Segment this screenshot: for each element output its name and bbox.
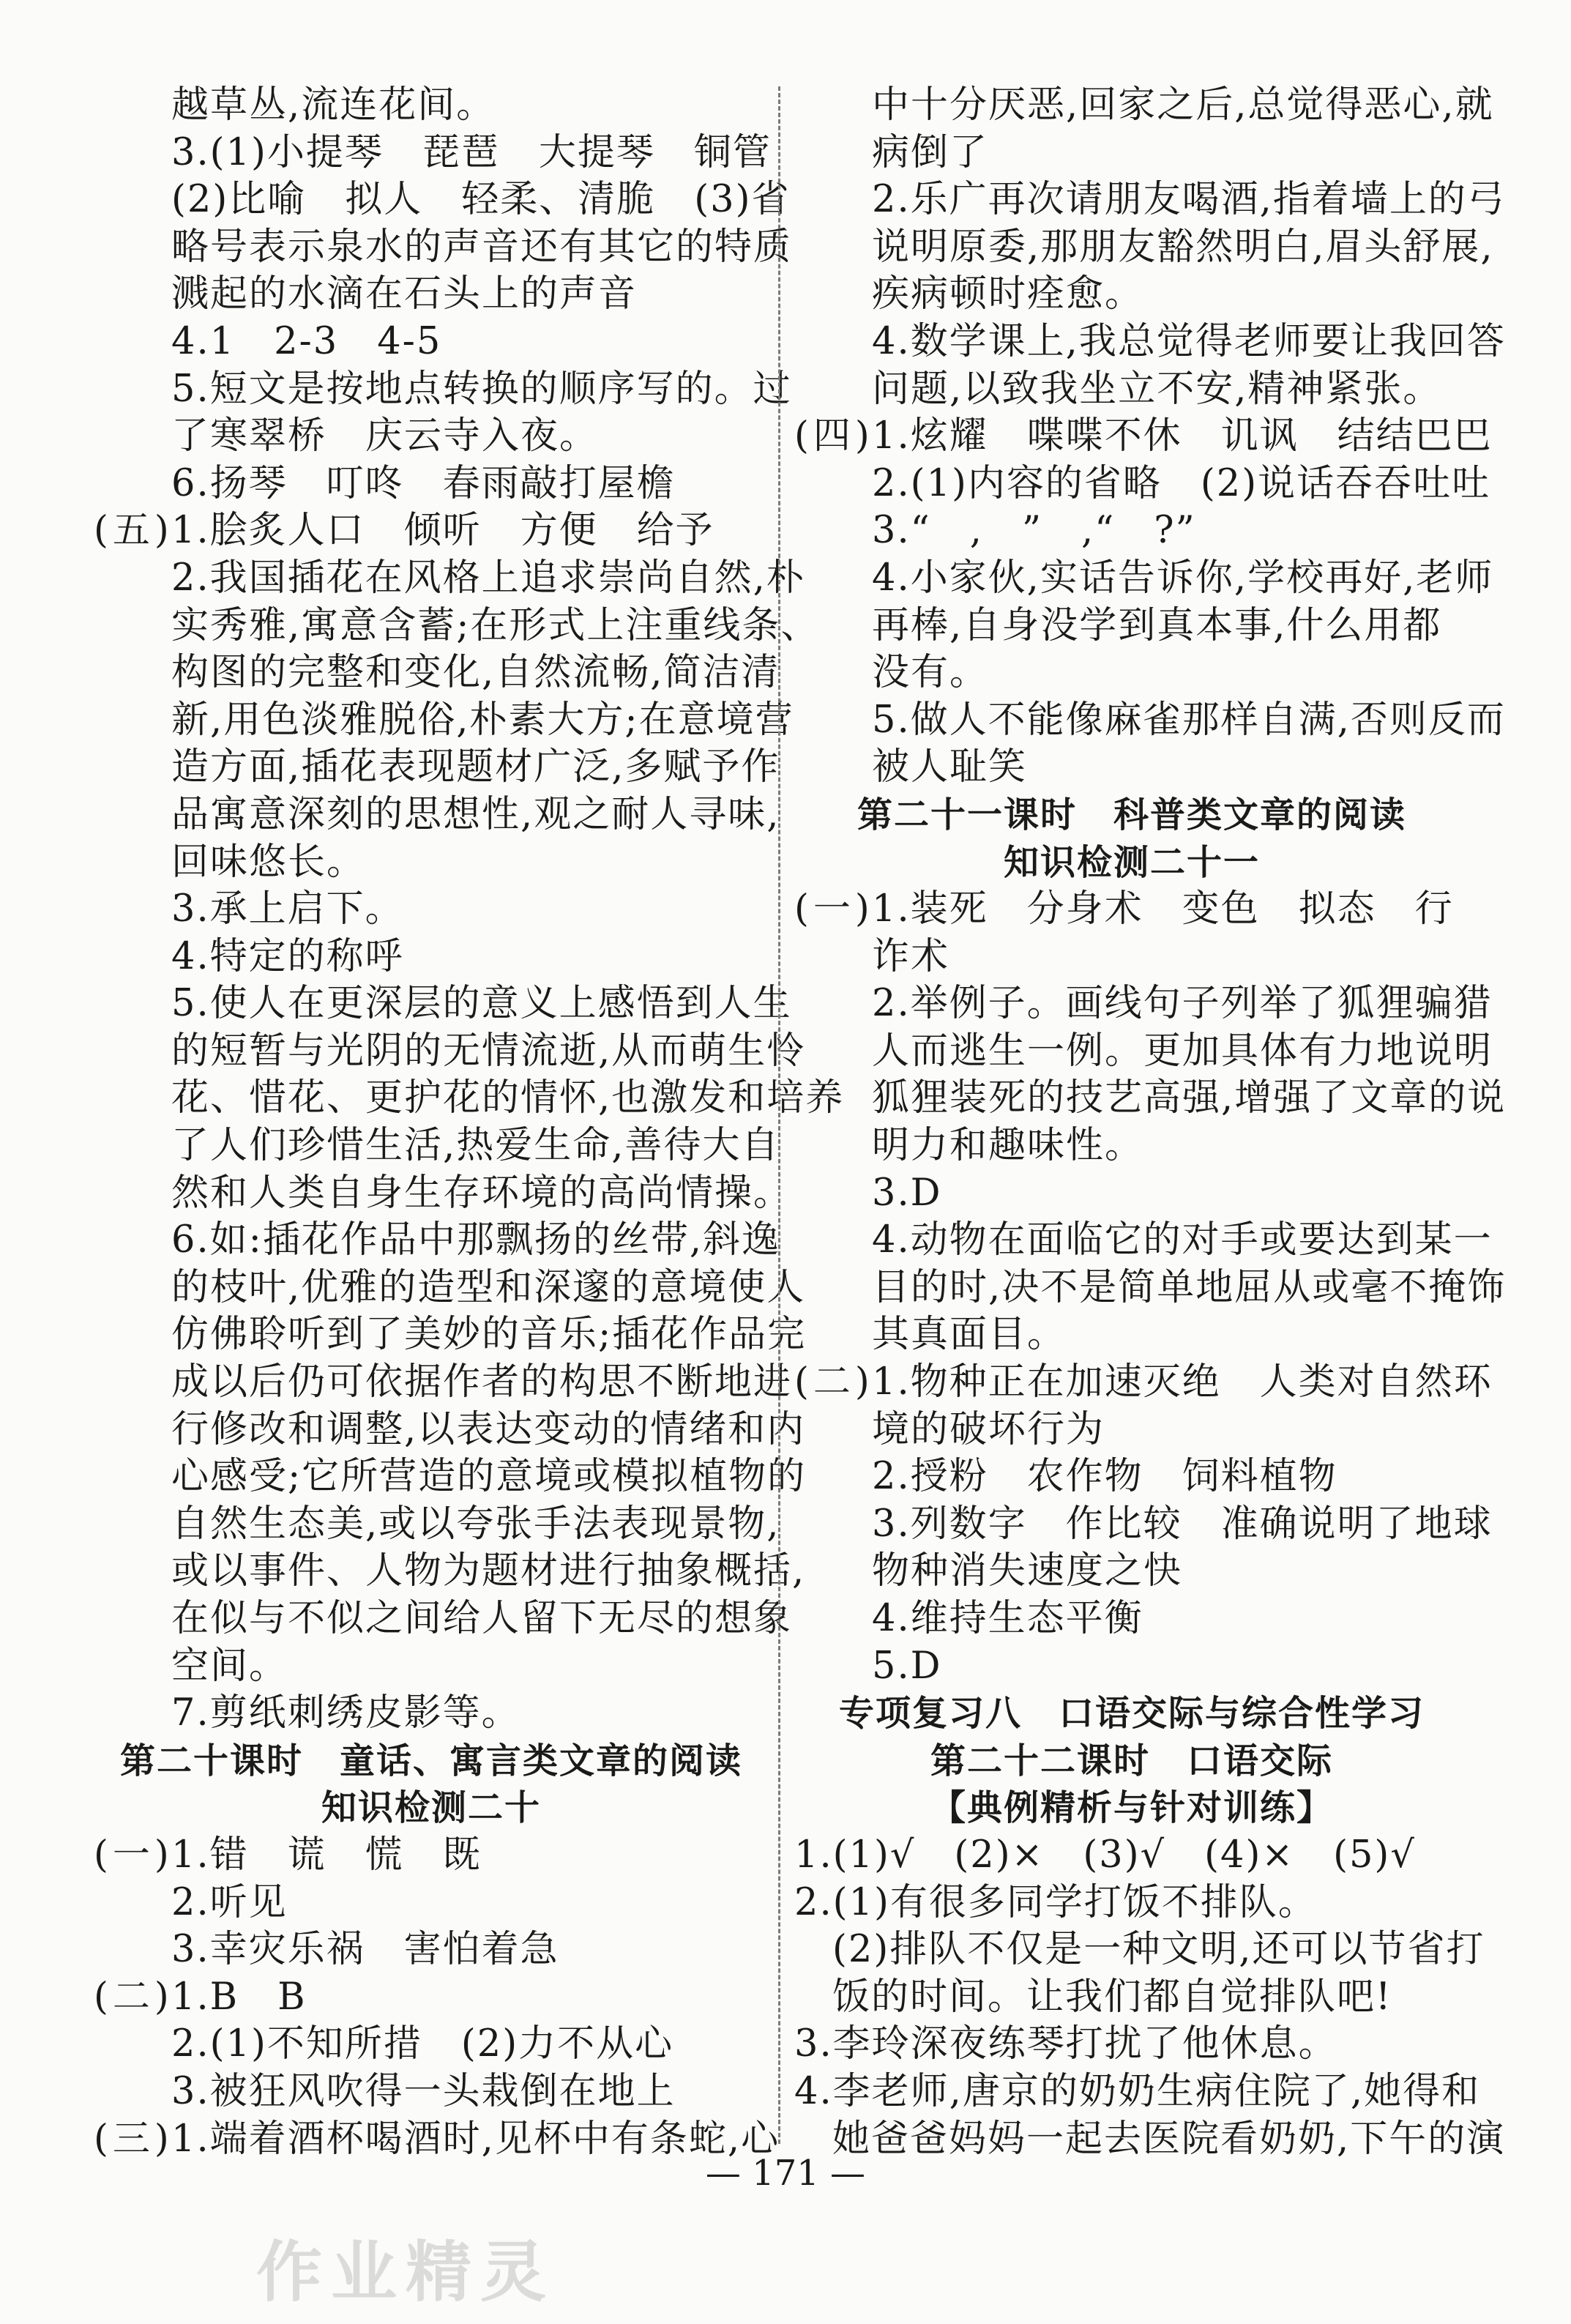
line-text: 第二十一课时 科普类文章的阅读 xyxy=(857,794,1406,835)
line-text: 5.做人不能像麻雀那样自满,否则反而 xyxy=(872,698,1506,742)
line-text: 品寓意深刻的思想性,观之耐人寻味, xyxy=(171,792,780,836)
line-text: 1.装死 分身术 变色 拟态 行 xyxy=(872,887,1454,931)
answer-line xyxy=(94,886,769,934)
answer-line xyxy=(794,366,1469,414)
answer-line xyxy=(794,1453,1469,1501)
answer-line xyxy=(794,649,1469,697)
line-text: 【典例精析与针对训练】 xyxy=(930,1787,1333,1829)
line-text: (2)排队不仅是一种文明,还可以节省打 xyxy=(832,1928,1485,1972)
answer-line xyxy=(94,224,793,272)
line-text: 3.列数字 作比较 准确说明了地球 xyxy=(872,1502,1493,1546)
line-text: 构图的完整和变化,自然流畅,简洁清 xyxy=(171,651,780,695)
line-text: 说明原委,那朋友豁然明白,眉头舒展, xyxy=(872,225,1494,269)
section-heading xyxy=(94,1738,769,1785)
section-heading xyxy=(794,1738,1469,1785)
line-text: 新,用色淡雅脱俗,朴素大方;在意境营 xyxy=(171,698,794,742)
watermark: 作业精灵 xyxy=(256,2234,555,2311)
line-text: 5.使人在更深层的意义上感悟到人生 xyxy=(171,982,792,1026)
line-text: 专项复习八 口语交际与综合性学习 xyxy=(838,1693,1425,1735)
line-text: 被人耻笑 xyxy=(872,745,1028,789)
section-heading xyxy=(94,1784,769,1832)
line-text: 3.承上启下。 xyxy=(171,887,404,931)
part-marker: (二) xyxy=(794,1360,874,1404)
line-text: 诈术 xyxy=(872,934,950,978)
answer-line xyxy=(794,130,1469,177)
line-text: 回味悠长。 xyxy=(171,840,366,884)
answer-line xyxy=(94,697,794,745)
line-text: 5.D xyxy=(872,1644,942,1688)
answer-line xyxy=(94,934,769,981)
answer-line xyxy=(94,461,769,508)
answer-line xyxy=(794,934,1469,981)
section-heading xyxy=(794,1784,1469,1832)
line-text: 溅起的水滴在石头上的声音 xyxy=(171,272,638,316)
line-text: 2.听见 xyxy=(171,1880,288,1924)
part-marker: (一) xyxy=(94,1833,173,1877)
answer-line xyxy=(794,1122,1469,1170)
answer-line xyxy=(794,603,1469,650)
line-text: 没有。 xyxy=(872,651,989,695)
line-text: 1.脍炙人口 倾听 方便 给予 xyxy=(171,509,714,553)
line-text: 知识检测二十 xyxy=(321,1787,541,1829)
answer-line xyxy=(94,82,769,130)
line-text: 4.小家伙,实话告诉你,学校再好,老师 xyxy=(872,556,1494,600)
line-text: 7.剪纸刺绣皮影等。 xyxy=(171,1691,520,1735)
answer-line xyxy=(94,1028,806,1076)
answer-line xyxy=(94,1501,780,1549)
line-text: 了寒翠桥 庆云寺入夜。 xyxy=(171,414,599,458)
answer-line xyxy=(94,555,805,603)
answer-line xyxy=(794,697,1506,745)
line-text: 3.李玲深夜练琴打扰了他休息。 xyxy=(794,2022,1337,2066)
answer-line xyxy=(794,82,1494,130)
answer-line xyxy=(794,1880,1469,1927)
answer-line xyxy=(794,413,1493,461)
answer-line xyxy=(94,649,780,697)
line-text: 1.(1)√ (2)× (3)√ (4)× (5)√ xyxy=(794,1833,1416,1877)
line-text: 花、惜花、更护花的情怀,也激发和培养 xyxy=(171,1076,845,1120)
line-text: 2.(1)不知所措 (2)力不从心 xyxy=(171,2022,674,2066)
line-text: 物种消失速度之快 xyxy=(872,1549,1183,1593)
answer-line xyxy=(794,1926,1485,1974)
line-text: 略号表示泉水的声音还有其它的特质 xyxy=(171,225,793,269)
answer-line xyxy=(794,744,1469,792)
line-text: 越草丛,流连花间。 xyxy=(171,83,496,127)
line-text: 自然生态美,或以夸张手法表现景物, xyxy=(171,1502,780,1546)
answer-line xyxy=(794,319,1506,366)
answer-line xyxy=(794,507,1469,555)
answer-line xyxy=(94,1311,807,1359)
answer-line xyxy=(94,130,772,177)
answer-line xyxy=(94,319,769,366)
line-text: 其真面目。 xyxy=(872,1313,1067,1357)
answer-line xyxy=(94,1548,806,1595)
answer-line xyxy=(94,2021,769,2068)
part-marker: (一) xyxy=(794,887,874,931)
line-text: 2.授粉 农作物 饲料植物 xyxy=(872,1455,1337,1499)
line-text: 她爸爸妈妈一起去医院看奶奶,下午的演 xyxy=(832,2117,1506,2161)
column-divider xyxy=(778,86,780,2144)
line-text: 4.李老师,唐京的奶奶生病住院了,她得和 xyxy=(794,2069,1481,2113)
answer-line xyxy=(794,1595,1469,1643)
section-heading xyxy=(794,1690,1469,1738)
answer-line xyxy=(94,176,791,224)
line-text: 再棒,自身没学到真本事,什么用都 xyxy=(872,603,1442,647)
answer-line xyxy=(94,1643,769,1691)
answer-line xyxy=(94,1122,780,1170)
answer-line xyxy=(794,980,1493,1028)
answer-line xyxy=(794,224,1494,272)
answer-line xyxy=(794,1028,1493,1076)
line-text: 行修改和调整,以表达变动的情绪和内 xyxy=(171,1407,806,1451)
line-text: 3.“ , ” ,“ ?” xyxy=(872,509,1196,553)
part-marker: (四) xyxy=(794,414,874,458)
line-text: 境的破坏行为 xyxy=(872,1407,1105,1451)
answer-line xyxy=(794,2021,1469,2068)
line-text: 知识检测二十一 xyxy=(1003,841,1260,883)
answer-line xyxy=(794,1407,1469,1454)
answer-line xyxy=(794,1832,1469,1880)
answer-line xyxy=(94,792,780,839)
line-text: 2.乐广再次请朋友喝酒,指着墙上的弓 xyxy=(872,178,1506,222)
line-text: 3.D xyxy=(872,1171,942,1215)
answer-line xyxy=(794,1501,1493,1549)
line-text: (2)比喻 拟人 轻柔、清脆 (3)省 xyxy=(171,178,791,222)
line-text: 仿佛聆听到了美妙的音乐;插花作品完 xyxy=(171,1313,807,1357)
part-marker: (三) xyxy=(94,2117,173,2161)
line-text: 1.端着酒杯喝酒时,见杯中有条蛇,心 xyxy=(171,2117,780,2161)
line-text: 1.错 谎 慌 既 xyxy=(171,1833,482,1877)
line-text: 第二十课时 童话、寓言类文章的阅读 xyxy=(119,1740,742,1781)
answer-line xyxy=(94,744,780,792)
answer-line xyxy=(794,1643,1469,1691)
line-text: 的短暂与光阴的无情流逝,从而萌生怜 xyxy=(171,1029,806,1073)
answer-line xyxy=(94,1217,781,1265)
line-text: 2.(1)内容的省略 (2)说话吞吞吐吐 xyxy=(872,461,1491,505)
answer-line xyxy=(794,1548,1469,1595)
line-text: 3.(1)小提琴 琵琶 大提琴 铜管 xyxy=(171,130,772,174)
answer-line xyxy=(94,980,792,1028)
answer-line xyxy=(94,507,769,555)
line-text: 空间。 xyxy=(171,1644,288,1688)
line-text: 4.特定的称呼 xyxy=(171,934,404,978)
answer-line xyxy=(794,1217,1493,1265)
line-text: 成以后仍可依据作者的构思不断地进 xyxy=(171,1360,793,1404)
line-text: 狐狸装死的技艺高强,增强了文章的说 xyxy=(872,1076,1507,1120)
answer-line xyxy=(94,1690,769,1738)
answer-line xyxy=(94,1974,769,2022)
right-column xyxy=(794,82,1507,2163)
answer-line xyxy=(94,2068,769,2116)
line-text: 中十分厌恶,回家之后,总觉得恶心,就 xyxy=(872,83,1494,127)
answer-line xyxy=(94,1880,769,1927)
answer-line xyxy=(94,1926,769,1974)
answer-line xyxy=(794,1170,1469,1218)
part-marker: (五) xyxy=(94,509,173,553)
line-text: 5.短文是按地点转换的顺序写的。过 xyxy=(171,367,792,411)
answer-line xyxy=(94,1359,793,1407)
line-text: 3.被狂风吹得一头栽倒在地上 xyxy=(171,2069,676,2113)
answer-line xyxy=(794,1974,1469,2022)
line-text: 目的时,决不是简单地屈从或毫不掩饰 xyxy=(872,1265,1507,1309)
line-text: 或以事件、人物为题材进行抽象概括, xyxy=(171,1549,806,1593)
line-text: 2.我国插花在风格上追求崇尚自然,朴 xyxy=(171,556,805,600)
answer-line xyxy=(94,1407,806,1454)
answer-line xyxy=(94,366,792,414)
answer-line xyxy=(94,413,769,461)
line-text: 4.1 2-3 4-5 xyxy=(171,319,442,363)
line-text: 问题,以致我坐立不安,精神紧张。 xyxy=(872,367,1442,411)
answer-line xyxy=(794,1075,1507,1122)
line-text: 第二十二课时 口语交际 xyxy=(930,1740,1333,1781)
line-text: 2.(1)有很多同学打饭不排队。 xyxy=(794,1880,1317,1924)
answer-line xyxy=(94,839,769,887)
answer-line xyxy=(794,1359,1493,1407)
line-text: 饭的时间。让我们都自觉排队吧! xyxy=(832,1975,1392,2019)
line-text: 2.举例子。画线句子列举了狐狸骗猎 xyxy=(872,982,1493,1026)
line-text: 明力和趣味性。 xyxy=(872,1124,1144,1168)
answer-line xyxy=(94,1453,807,1501)
line-text: 心感受;它所营造的意境或模拟植物的 xyxy=(171,1455,807,1499)
answer-line xyxy=(794,461,1491,508)
answer-line xyxy=(94,1265,806,1312)
answer-line xyxy=(794,555,1494,603)
answer-line xyxy=(94,603,820,650)
answer-line xyxy=(794,1265,1507,1312)
answer-line xyxy=(794,176,1506,224)
line-text: 1.B B xyxy=(171,1975,307,2019)
line-text: 在似与不似之间给人留下无尽的想象 xyxy=(171,1597,793,1640)
answer-line xyxy=(94,1832,769,1880)
line-text: 了人们珍惜生活,热爱生命,善待大自 xyxy=(171,1124,780,1168)
line-text: 4.维持生态平衡 xyxy=(872,1597,1143,1640)
answer-line xyxy=(94,1170,793,1218)
answer-line xyxy=(794,1311,1469,1359)
line-text: 1.物种正在加速灭绝 人类对自然环 xyxy=(872,1360,1493,1404)
answer-line xyxy=(794,271,1469,319)
answer-line xyxy=(94,1595,793,1643)
answer-line xyxy=(794,2068,1481,2116)
line-text: 造方面,插花表现题材广泛,多赋予作 xyxy=(171,745,780,789)
line-text: 3.幸灾乐祸 害怕着急 xyxy=(171,1928,559,1972)
line-text: 4.数学课上,我总觉得老师要让我回答 xyxy=(872,319,1506,363)
line-text: 6.如:插花作品中那飘扬的丝带,斜逸 xyxy=(171,1218,781,1262)
line-text: 然和人类自身生存环境的高尚情操。 xyxy=(171,1171,793,1215)
line-text: 疾病顿时痊愈。 xyxy=(872,272,1144,316)
line-text: 病倒了 xyxy=(872,130,989,174)
line-text: 实秀雅,寓意含蓄;在形式上注重线条、 xyxy=(171,603,820,647)
line-text: 4.动物在面临它的对手或要达到某一 xyxy=(872,1218,1493,1262)
section-heading xyxy=(794,839,1469,887)
answer-line xyxy=(94,1075,845,1122)
page-number: — 171 — xyxy=(705,2153,866,2194)
answer-line xyxy=(794,886,1469,934)
section-heading xyxy=(794,792,1469,839)
part-marker: (二) xyxy=(94,1975,173,2019)
answer-line xyxy=(94,271,769,319)
line-text: 人而逃生一例。更加具体有力地说明 xyxy=(872,1029,1493,1073)
line-text: 6.扬琴 叮咚 春雨敲打屋檐 xyxy=(171,461,676,505)
left-column xyxy=(94,82,845,2163)
line-text: 的枝叶,优雅的造型和深邃的意境使人 xyxy=(171,1265,806,1309)
line-text: 1.炫耀 喋喋不休 讥讽 结结巴巴 xyxy=(872,414,1493,458)
